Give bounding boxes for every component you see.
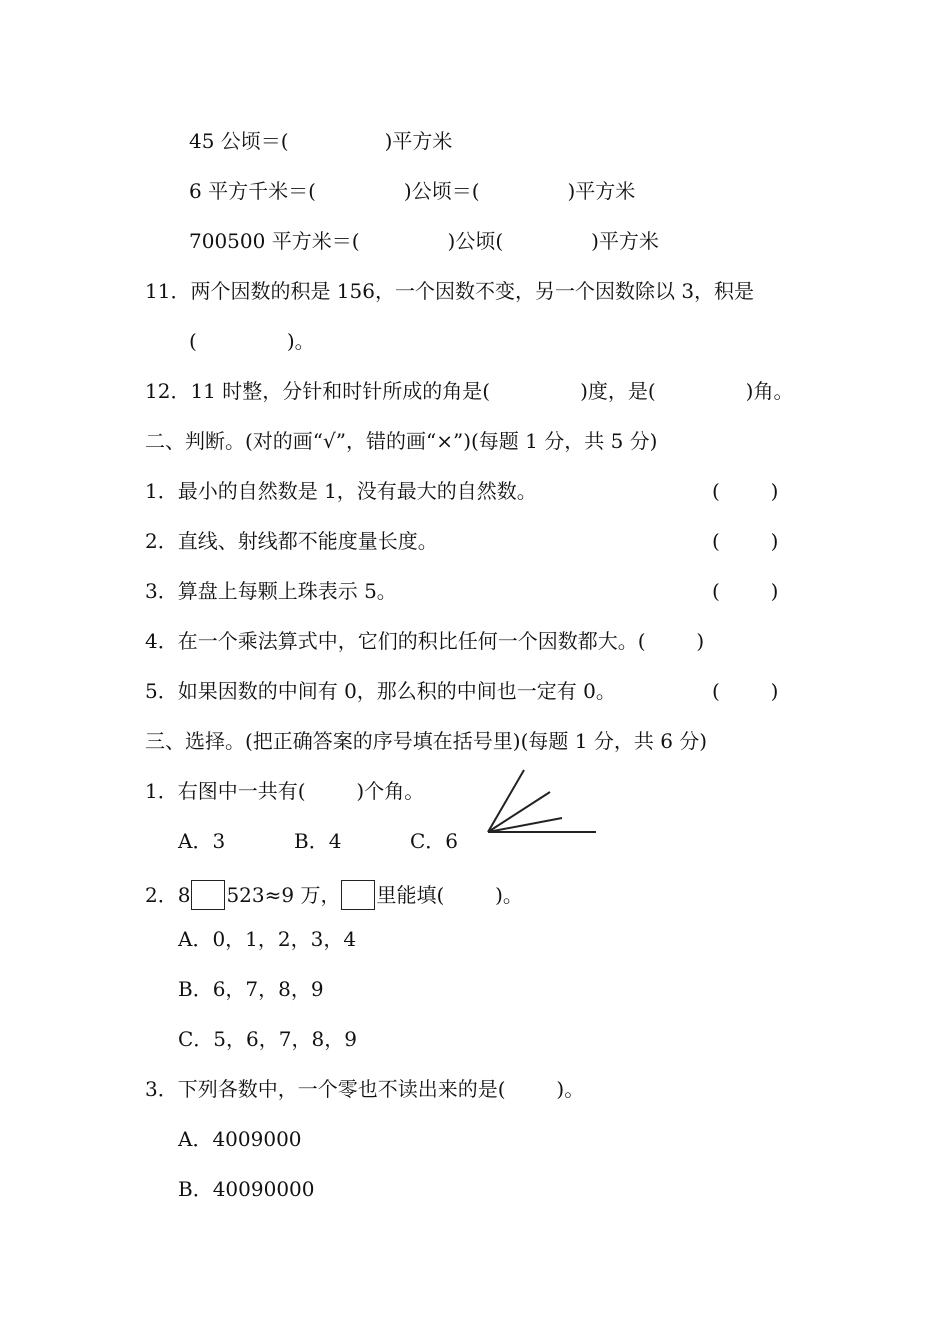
conversion-text: )公顷(	[447, 229, 504, 253]
judge-answer-paren[interactable]: ( )	[712, 529, 779, 553]
ray-high	[488, 770, 524, 832]
conversion-line-3	[189, 228, 659, 254]
choice-option-b[interactable]: B．4	[294, 829, 342, 853]
paren-close: )。	[286, 329, 315, 353]
question-text: 里能填( )。	[376, 883, 523, 907]
conversion-text: )平方米	[384, 129, 453, 153]
question-text: )角。	[745, 379, 794, 403]
section-2-heading: 二、判断。(对的画“√”，错的画“×”)(每题 1 分，共 5 分)	[145, 429, 658, 453]
choice-option-a[interactable]: A．4009000	[178, 1127, 302, 1151]
conversion-text: 6 平方千米＝(	[189, 179, 316, 203]
choice-option-c[interactable]: C．6	[410, 829, 459, 853]
judge-answer-paren[interactable]: ( )	[712, 679, 779, 703]
question-text: 2．8	[145, 883, 191, 907]
choice-question-1: 1．右图中一共有( )个角。	[145, 779, 425, 803]
section-3-heading: 三、选择。(把正确答案的序号填在括号里)(每题 1 分，共 6 分)	[145, 729, 708, 753]
choice-option-a[interactable]: A．3	[178, 829, 226, 853]
conversion-text: )平方米	[567, 179, 636, 203]
digit-box[interactable]	[341, 880, 375, 910]
conversion-text: )平方米	[591, 229, 659, 253]
question-11-answer	[189, 328, 315, 354]
judge-item-2: 2．直线、射线都不能度量长度。	[145, 529, 438, 553]
judge-item-1: 1．最小的自然数是 1，没有最大的自然数。	[145, 479, 537, 503]
conversion-line-2	[189, 178, 635, 204]
angle-rays-figure	[484, 766, 600, 838]
choice-question-2	[145, 880, 523, 906]
choice-option-c[interactable]: C．5，6，7，8，9	[178, 1027, 357, 1051]
conversion-text: 45 公顷＝(	[189, 129, 289, 153]
judge-item-4	[145, 628, 704, 654]
question-text: 12．11 时整，分针和时针所成的角是(	[145, 379, 491, 403]
digit-box[interactable]	[191, 880, 225, 910]
question-text: 523≈9 万，	[226, 883, 341, 907]
choice-option-b[interactable]: B．40090000	[178, 1177, 315, 1201]
judge-answer-paren[interactable]: ( )	[712, 579, 779, 603]
judge-text: 4．在一个乘法算式中，它们的积比任何一个因数都大。	[145, 629, 638, 653]
conversion-text: )公顷＝(	[403, 179, 480, 203]
choice-question-3: 3．下列各数中，一个零也不读出来的是( )。	[145, 1077, 585, 1101]
paren-open: (	[189, 329, 197, 353]
choice-option-b[interactable]: B．6，7，8，9	[178, 977, 324, 1001]
judge-answer-paren[interactable]: ( )	[637, 629, 705, 653]
question-text: )度，是(	[580, 379, 656, 403]
question-11: 11．两个因数的积是 156，一个因数不变，另一个因数除以 3，积是	[145, 279, 755, 303]
conversion-text: 700500 平方米＝(	[189, 229, 360, 253]
judge-answer-paren[interactable]: ( )	[712, 479, 779, 503]
question-12	[145, 378, 793, 404]
judge-item-3: 3．算盘上每颗上珠表示 5。	[145, 579, 397, 603]
conversion-line-1	[189, 128, 452, 154]
judge-item-5: 5．如果因数的中间有 0，那么积的中间也一定有 0。	[145, 679, 616, 703]
choice-option-a[interactable]: A．0，1，2，3，4	[178, 927, 357, 951]
